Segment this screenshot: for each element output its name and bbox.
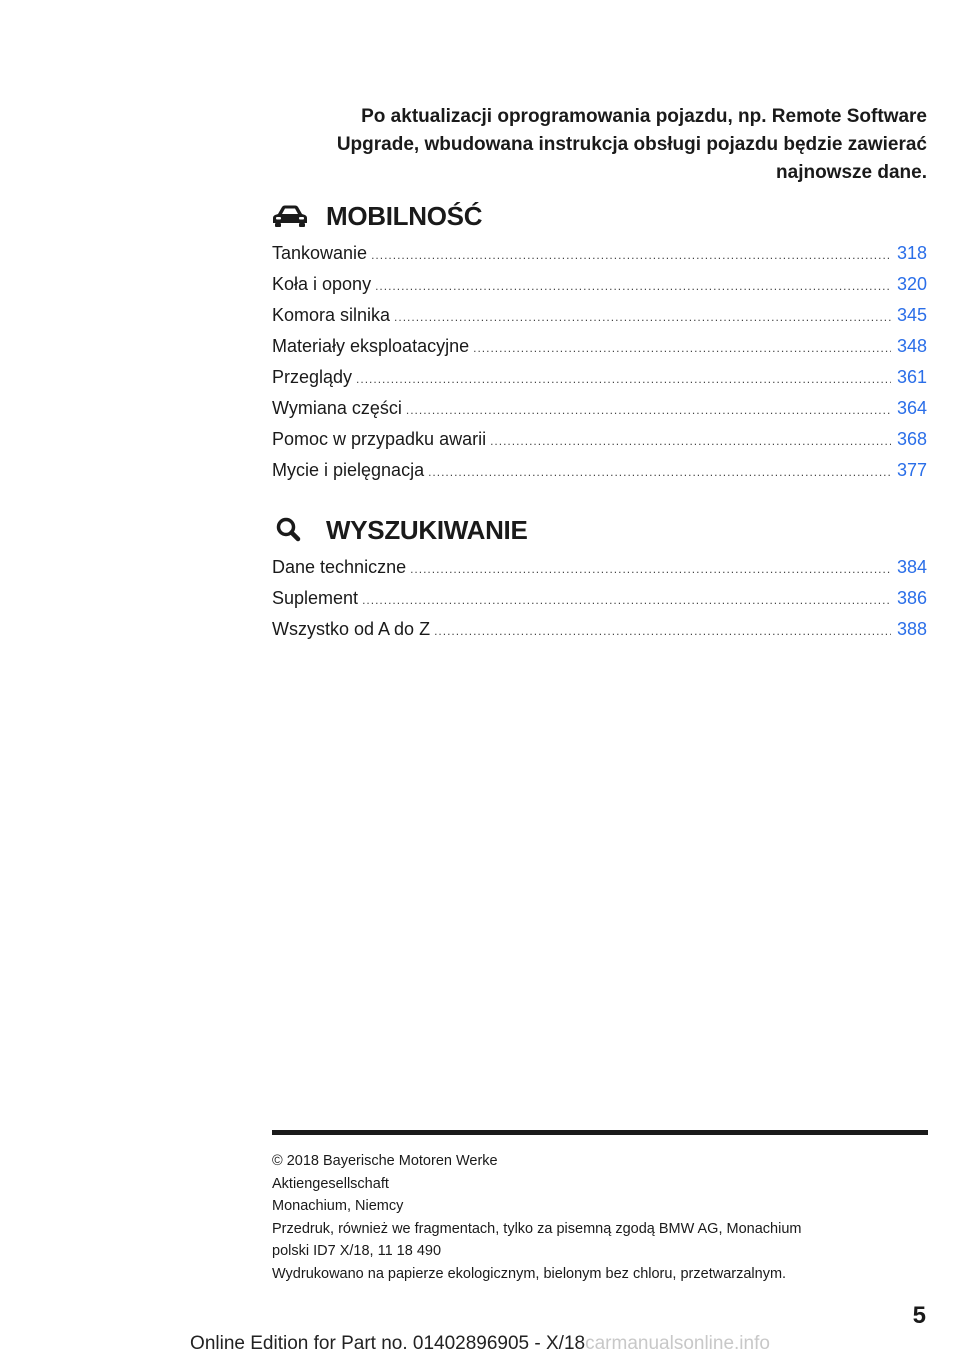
- watermark-site: carmanualsonline.info: [585, 1333, 770, 1354]
- toc-item[interactable]: [272, 588, 927, 619]
- toc-label: Mycie i pielęgnacja: [272, 460, 425, 480]
- toc-item[interactable]: [272, 305, 927, 336]
- toc-page-link[interactable]: 386: [896, 588, 927, 608]
- imprint-line: polski ID7 X/18, 11 18 490: [272, 1243, 442, 1259]
- section-header: [272, 196, 927, 236]
- leader-dots: [490, 434, 891, 448]
- toc-page-link[interactable]: 318: [896, 243, 927, 263]
- page-number: 5: [912, 1302, 926, 1329]
- toc-page-link[interactable]: 368: [896, 429, 927, 449]
- leader-dots: [362, 593, 891, 607]
- toc-page-link[interactable]: 364: [896, 398, 927, 418]
- toc-item[interactable]: [272, 619, 927, 650]
- leader-dots: [434, 624, 891, 638]
- toc-label: Wszystko od A do Z: [272, 619, 431, 639]
- toc-item[interactable]: [272, 243, 927, 274]
- toc-item[interactable]: [272, 274, 927, 305]
- toc-item[interactable]: [272, 398, 927, 429]
- section-title: MOBILNOŚĆ: [326, 200, 483, 231]
- leader-dots: [394, 310, 891, 324]
- imprint-line: © 2018 Bayerische Motoren Werke: [272, 1153, 498, 1169]
- imprint: [272, 1150, 928, 1285]
- edition-text: Online Edition for Part no. 01402896905 - X/18: [190, 1333, 586, 1354]
- imprint-line: Przedruk, również we fragmentach, tylko za pisemną zgodą BMW AG, Monachium: [272, 1220, 802, 1237]
- imprint-line: Aktiengesellschaft: [272, 1175, 389, 1192]
- leader-dots: [428, 465, 891, 479]
- car-icon: [272, 201, 312, 231]
- section-mobilnosc: [272, 196, 927, 491]
- update-notice: [247, 103, 927, 187]
- notice-line-1: Po aktualizacji oprogramowania pojazdu, np. Remote Software: [361, 106, 927, 127]
- toc-label: Pomoc w przypadku awarii: [272, 429, 487, 449]
- toc-item[interactable]: [272, 460, 927, 491]
- leader-dots: [375, 279, 891, 293]
- toc-label: Materiały eksploatacyjne: [272, 336, 470, 356]
- toc-page-link[interactable]: 361: [896, 367, 927, 387]
- toc-label: Komora silnika: [272, 305, 391, 325]
- leader-dots: [406, 403, 891, 417]
- toc-item[interactable]: [272, 367, 927, 398]
- toc-page-link[interactable]: 348: [896, 336, 927, 356]
- toc-label: Wymiana części: [272, 398, 402, 418]
- section-wyszukiwanie: [272, 510, 927, 650]
- leader-dots: [410, 562, 891, 576]
- toc-item[interactable]: [272, 336, 927, 367]
- imprint-line: Wydrukowano na papierze ekologicznym, bielonym bez chloru, przetwarzalnym.: [272, 1265, 787, 1282]
- toc-label: Przeglądy: [272, 367, 353, 387]
- leader-dots: [371, 248, 891, 262]
- notice-line-3: najnowsze dane.: [776, 162, 927, 183]
- toc-item[interactable]: [272, 557, 927, 588]
- toc-list: [272, 243, 927, 491]
- toc-page-link[interactable]: 377: [896, 460, 927, 480]
- toc-page-link[interactable]: 345: [896, 305, 927, 325]
- toc-list: [272, 557, 927, 650]
- toc-page-link[interactable]: 320: [896, 274, 927, 294]
- search-icon: [272, 515, 312, 545]
- toc-label: Tankowanie: [272, 243, 368, 263]
- leader-dots: [473, 341, 891, 355]
- toc-label: Suplement: [272, 588, 359, 608]
- section-header: [272, 510, 927, 550]
- section-title: WYSZUKIWANIE: [326, 514, 528, 545]
- toc-item[interactable]: [272, 429, 927, 460]
- imprint-line: Monachium, Niemcy: [272, 1198, 404, 1214]
- toc-page-link[interactable]: 388: [896, 619, 927, 639]
- toc-page-link[interactable]: 384: [896, 557, 927, 577]
- toc-label: Koła i opony: [272, 274, 372, 294]
- online-edition-footer: [0, 1333, 960, 1355]
- toc-label: Dane techniczne: [272, 557, 407, 577]
- leader-dots: [356, 372, 891, 386]
- imprint-divider: [272, 1130, 928, 1135]
- notice-line-2: Upgrade, wbudowana instrukcja obsługi pojazdu będzie zawierać: [336, 134, 927, 155]
